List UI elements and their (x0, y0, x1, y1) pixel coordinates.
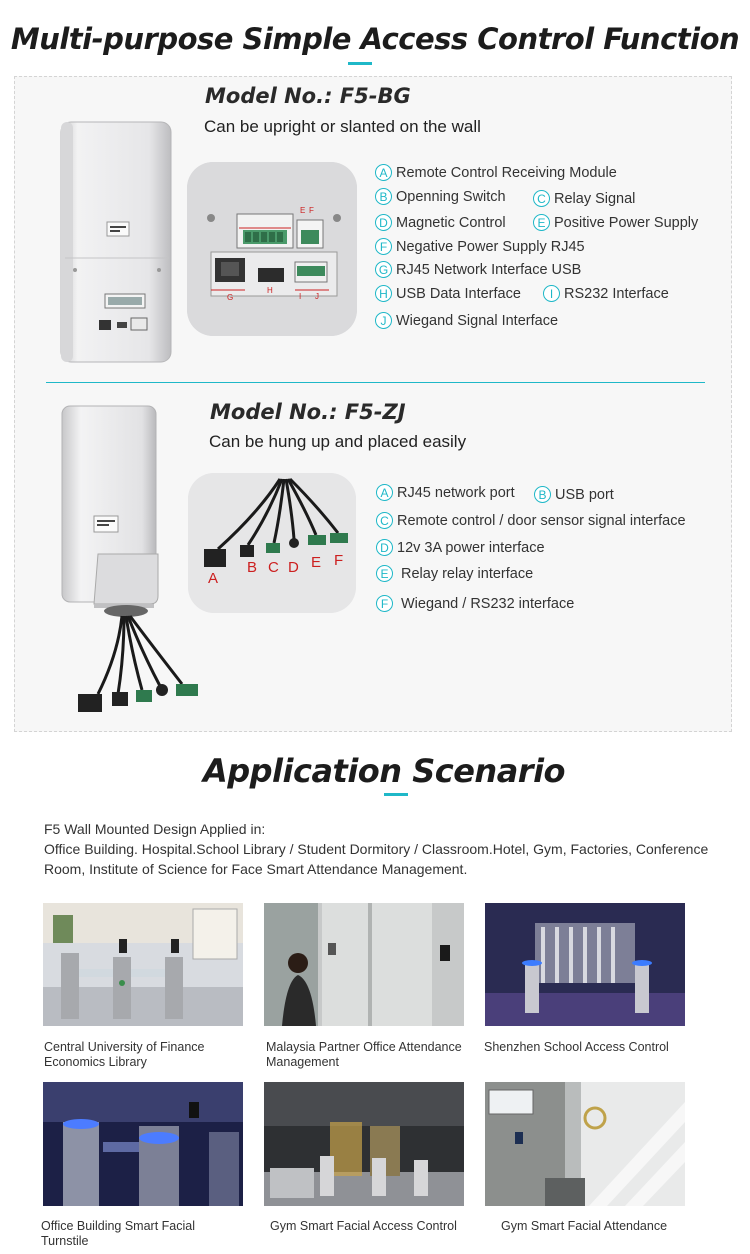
legend-letter: C (533, 190, 550, 207)
model-f5-zj-title: Model No.: F5-ZJ (210, 400, 406, 424)
scenario-photo-3 (485, 903, 685, 1026)
port-panel-drawing (187, 162, 357, 336)
application-intro-text: Office Building. Hospital.School Library / Student Dormitory / Classroom.Hotel, Gym, Factories, Conference Room, Institute of Science for Face Smart Attendance Management. (44, 841, 709, 877)
legend-text: Remote control / door sensor signal interface (397, 512, 686, 529)
cable-label-e: E (311, 554, 322, 571)
scenario-photo-6 (485, 1082, 685, 1206)
legend-letter: G (375, 261, 392, 278)
section-separator (46, 382, 705, 383)
legend-text: Remote Control Receiving Module (396, 164, 617, 181)
legend-text: RJ45 Network Interface USB (396, 261, 582, 278)
legend-letter: D (375, 214, 392, 231)
cable-label-a: A (208, 570, 219, 587)
legend-letter: A (376, 484, 393, 501)
cable-drawing (188, 473, 356, 613)
legend-bg-j (375, 312, 558, 329)
legend-letter: B (534, 486, 551, 503)
legend-text: 12v 3A power interface (397, 539, 545, 556)
model-f5-zj-subtitle: Can be hung up and placed easily (209, 432, 467, 451)
cable-label-f: F (334, 552, 344, 569)
legend-text: Wiegand / RS232 interface (401, 595, 575, 612)
legend-zj-c (376, 512, 686, 529)
legend-bg-f (375, 238, 585, 255)
legend-letter: F (375, 238, 392, 255)
legend-bg-c (533, 190, 635, 207)
legend-text: Magnetic Control (396, 214, 506, 231)
legend-letter: E (376, 565, 393, 582)
application-accent-bar (384, 793, 408, 796)
legend-letter: A (375, 164, 392, 181)
legend-bg-i (543, 285, 669, 302)
legend-zj-b (534, 486, 614, 503)
application-intro-label: F5 Wall Mounted Design Applied in: (44, 821, 266, 837)
scenario-photo-5 (264, 1082, 464, 1206)
legend-bg-g (375, 261, 581, 278)
cable-label-b: B (247, 559, 258, 576)
legend-bg-e (533, 214, 698, 231)
scenario-caption-6: Gym Smart Facial Attendance (501, 1219, 668, 1233)
legend-bg-b (375, 188, 506, 205)
scenario-photo-2 (264, 903, 464, 1026)
port-label-g: G (227, 293, 234, 302)
port-label-j: J (315, 292, 319, 301)
legend-letter: J (375, 312, 392, 329)
port-label-h: H (267, 286, 273, 295)
cable-label-d: D (288, 559, 299, 576)
legend-letter: E (533, 214, 550, 231)
device-f5-zj-image (58, 404, 208, 720)
legend-letter: H (375, 285, 392, 302)
legend-letter: B (375, 188, 392, 205)
scenario-caption-1: Central University of Finance Economics Library (44, 1040, 205, 1069)
legend-text: Relay Signal (554, 190, 636, 207)
page-title: Multi-purpose Simple Access Control Function (10, 22, 740, 56)
model-f5-bg-subtitle: Can be upright or slanted on the wall (204, 117, 481, 136)
legend-zj-d (376, 539, 545, 556)
legend-bg-h (375, 285, 521, 302)
legend-letter: D (376, 539, 393, 556)
legend-text: RJ45 network port (397, 484, 515, 501)
legend-letter: I (543, 285, 560, 302)
legend-text: Negative Power Supply RJ45 (396, 238, 585, 255)
device-f5-bg-image (55, 118, 180, 364)
scenario-caption-3: Shenzhen School Access Control (484, 1040, 669, 1054)
scenario-caption-4: Office Building Smart Facial Turnstile (41, 1219, 195, 1248)
scenario-photo-1 (43, 903, 243, 1026)
port-label-e: E (300, 206, 306, 215)
application-title: Application Scenario (202, 752, 566, 790)
port-label-f: F (309, 206, 314, 215)
port-label-i: I (299, 292, 302, 301)
scenario-caption-2: Malaysia Partner Office Attendance Management (266, 1040, 462, 1069)
legend-zj-a (376, 484, 515, 501)
legend-zj-e (376, 565, 533, 582)
legend-text: RS232 Interface (564, 285, 669, 302)
legend-bg-a (375, 164, 617, 181)
cable-label-c: C (268, 559, 279, 576)
legend-letter: C (376, 512, 393, 529)
legend-text: Wiegand Signal Interface (396, 312, 559, 329)
legend-letter: F (376, 595, 393, 612)
title-accent-bar (348, 62, 372, 65)
legend-bg-d (375, 214, 506, 231)
legend-text: Positive Power Supply (554, 214, 699, 231)
model-f5-bg-title: Model No.: F5-BG (205, 84, 411, 108)
scenario-photo-4 (43, 1082, 243, 1206)
legend-zj-f (376, 595, 574, 612)
legend-text: Relay relay interface (401, 565, 534, 582)
f5-bg-port-closeup (187, 162, 357, 336)
legend-text: USB port (555, 486, 614, 503)
legend-text: Openning Switch (396, 188, 506, 205)
scenario-caption-5: Gym Smart Facial Access Control (270, 1219, 457, 1233)
legend-text: USB Data Interface (396, 285, 521, 302)
f5-zj-cable-closeup (188, 473, 356, 613)
